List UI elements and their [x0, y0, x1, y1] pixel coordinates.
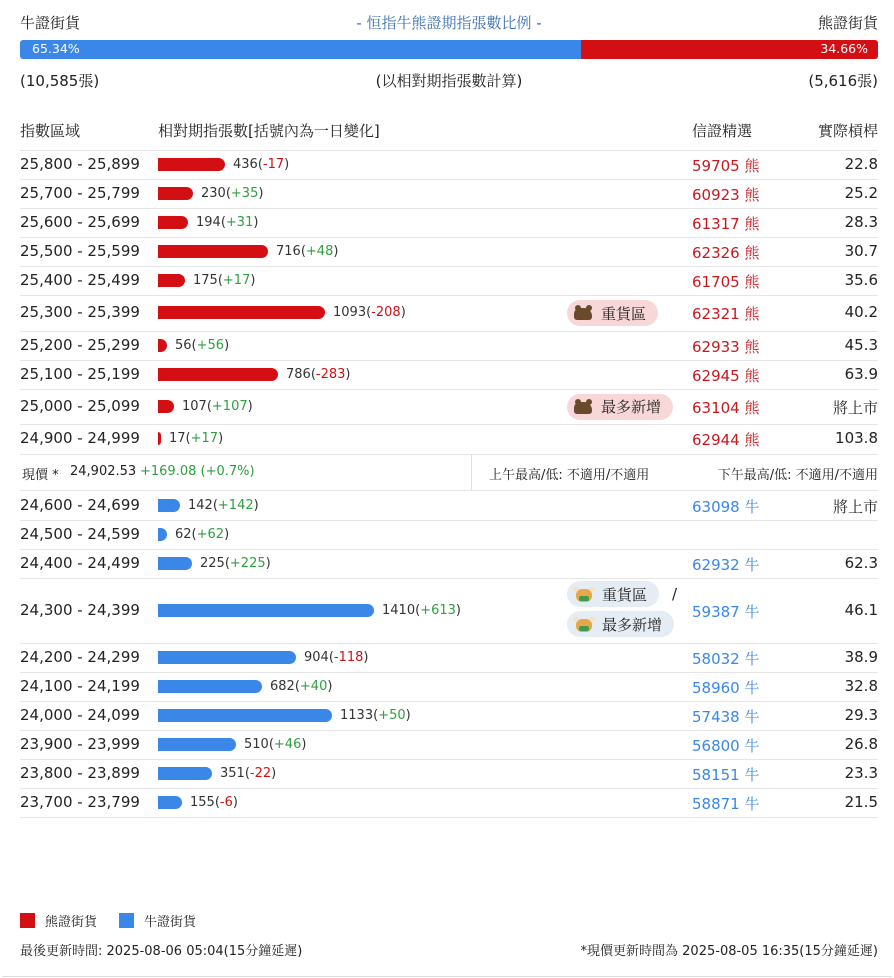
legend [20, 911, 218, 930]
contract-count: 194(+31) [196, 214, 259, 230]
daily-change: -17 [262, 156, 285, 172]
warrant-code-link[interactable]: 58871 牛 [692, 794, 760, 813]
contract-count: 62(+62) [175, 526, 230, 542]
contract-count: 56(+56) [175, 337, 230, 353]
table-row [20, 730, 878, 760]
index-range: 24,300 - 24,399 [20, 600, 140, 619]
table-row [20, 208, 878, 238]
bull-contract-bar [158, 557, 192, 570]
bull-contract-bar [158, 651, 296, 664]
bull-ratio-pct: 65.34% [32, 41, 80, 56]
count-value: 682 [270, 678, 295, 694]
daily-change: -6 [219, 794, 233, 810]
col-leverage: 實際槓桿 [817, 122, 878, 140]
table-row [20, 549, 878, 579]
title-bar [20, 12, 878, 34]
table-row [20, 360, 878, 390]
contract-count: 1410(+613) [382, 602, 461, 618]
warrant-code-link[interactable]: 61705 熊 [692, 272, 760, 291]
daily-change: +142 [217, 497, 254, 513]
bull-count: (10,585張) [20, 72, 100, 90]
count-value: 142 [188, 497, 213, 513]
index-range: 24,500 - 24,599 [20, 524, 140, 543]
daily-change: +56 [196, 337, 225, 353]
effective-leverage: 38.9 [844, 647, 878, 666]
index-range: 25,000 - 25,099 [20, 396, 140, 415]
warrant-code-link[interactable]: 62932 牛 [692, 555, 760, 574]
bear-contract-bar [158, 432, 161, 445]
daily-change: -208 [371, 305, 401, 320]
col-contracts: 相對期指張數[括號內為一日變化] [158, 122, 380, 140]
table-row [20, 643, 878, 673]
warrant-code-link[interactable]: 58960 牛 [692, 678, 760, 697]
table-row [20, 759, 878, 789]
effective-leverage: 45.3 [844, 335, 878, 354]
warrant-code-link[interactable]: 62326 熊 [692, 243, 760, 262]
pm-high-low: 下午最高/低: 不適用/不適用 [717, 468, 878, 483]
daily-change: +17 [190, 431, 219, 446]
contract-count: 230(+35) [201, 185, 264, 201]
bull-contract-bar [158, 709, 332, 722]
current-price: 24,902.53 [70, 464, 137, 479]
index-range: 23,900 - 23,999 [20, 734, 140, 753]
count-value: 56 [175, 337, 192, 353]
contract-count: 1093(-208) [333, 305, 406, 320]
table-row [20, 389, 878, 425]
bull-legend-label: 牛證街貨 [144, 915, 197, 930]
warrant-code-link[interactable]: 61317 熊 [692, 214, 760, 233]
count-value: 1093 [333, 305, 367, 320]
bear-contract-bar [158, 339, 167, 352]
count-value: 1410 [382, 602, 416, 618]
heavy-zone-tag [567, 300, 658, 326]
contract-count: 142(+142) [188, 497, 259, 513]
daily-change: +613 [420, 602, 456, 618]
contract-count: 155(-6) [190, 794, 238, 810]
bull-contract-bar [158, 767, 212, 780]
price-updated: *現價更新時間為 2025-08-05 16:35(15分鐘延遲) [580, 944, 878, 959]
effective-leverage: 將上市 [832, 398, 878, 417]
contract-count: 1133(+50) [340, 707, 411, 723]
effective-leverage: 40.2 [844, 303, 878, 321]
heavy-zone-tag [567, 581, 659, 607]
warrant-code-link[interactable]: 59705 熊 [692, 156, 760, 175]
effective-leverage: 將上市 [832, 497, 878, 516]
daily-change: -283 [315, 366, 346, 382]
effective-leverage: 21.5 [844, 792, 878, 811]
count-value: 786 [286, 366, 311, 382]
warrant-code-link[interactable]: 56800 牛 [692, 736, 760, 755]
index-range: 24,600 - 24,699 [20, 495, 140, 514]
heavy-zone-label: 重貨區 [602, 585, 648, 604]
bear-count: (5,616張) [808, 72, 878, 90]
bull-contract-bar [158, 796, 182, 809]
table-row [20, 424, 878, 455]
effective-leverage: 62.3 [844, 553, 878, 572]
count-value: 17 [169, 431, 186, 446]
index-range: 25,800 - 25,899 [20, 154, 140, 173]
effective-leverage: 46.1 [844, 600, 878, 619]
heavy-zone-label: 重貨區 [601, 304, 647, 323]
count-value: 716 [276, 243, 301, 259]
warrant-code-link[interactable]: 60923 熊 [692, 185, 760, 204]
effective-leverage: 22.8 [844, 154, 878, 173]
bull-ratio-segment [20, 40, 581, 59]
table-header [20, 120, 878, 151]
index-range: 25,400 - 25,499 [20, 270, 140, 289]
table-row [20, 491, 878, 521]
effective-leverage: 103.8 [835, 429, 878, 447]
index-range: 24,200 - 24,299 [20, 647, 140, 666]
count-value: 351 [220, 765, 245, 781]
footer [20, 940, 878, 959]
warrant-code-link[interactable]: 59387 牛 [692, 602, 760, 621]
daily-change: +17 [222, 272, 251, 288]
bull-contract-bar [158, 680, 262, 693]
bull-contract-bar [158, 528, 167, 541]
warrant-code-link[interactable]: 62321 熊 [692, 305, 760, 323]
contract-count: 17(+17) [169, 431, 224, 446]
contract-count: 716(+48) [276, 243, 339, 259]
bear-icon [573, 399, 593, 415]
table-row [20, 179, 878, 209]
index-range: 25,500 - 25,599 [20, 241, 140, 260]
bear-ratio-pct: 34.66% [820, 41, 868, 56]
contract-counts [20, 70, 878, 92]
index-range: 24,900 - 24,999 [20, 429, 140, 447]
most-new-label: 最多新增 [602, 615, 663, 634]
count-note: (以相對期指張數計算) [375, 72, 523, 90]
warrant-code-link[interactable]: 62945 熊 [692, 366, 760, 385]
daily-change: +31 [225, 214, 254, 230]
count-value: 194 [196, 214, 221, 230]
bear-contract-bar [158, 216, 188, 229]
effective-leverage: 35.6 [844, 270, 878, 289]
effective-leverage: 26.8 [844, 734, 878, 753]
bull-contract-bar [158, 604, 374, 617]
current-divider [471, 454, 472, 490]
bear-legend-swatch [20, 913, 35, 928]
most-new-tag [567, 611, 674, 637]
count-value: 107 [182, 398, 207, 414]
index-range: 24,000 - 24,099 [20, 705, 140, 724]
bear-legend-label: 熊證街貨 [45, 915, 98, 930]
contract-count: 175(+17) [193, 272, 256, 288]
table-row [20, 672, 878, 702]
index-range: 25,300 - 25,399 [20, 303, 140, 321]
effective-leverage: 23.3 [844, 763, 878, 782]
daily-change: +107 [211, 398, 248, 414]
index-range: 24,400 - 24,499 [20, 553, 140, 572]
tag-separator: / [672, 585, 678, 603]
bear-contract-bar [158, 400, 174, 413]
bear-contract-bar [158, 158, 225, 171]
warrant-code-link[interactable]: 63098 牛 [692, 497, 760, 516]
col-pick: 信證精選 [692, 122, 753, 140]
effective-leverage: 32.8 [844, 676, 878, 695]
effective-leverage: 30.7 [844, 241, 878, 260]
most-new-tag [567, 394, 673, 420]
last-updated: 最後更新時間: 2025-08-06 05:04(15分鐘延遲) [20, 944, 303, 959]
count-value: 1133 [340, 707, 374, 723]
contract-count: 225(+225) [200, 555, 271, 571]
count-value: 225 [200, 555, 225, 571]
most-new-label: 最多新增 [601, 398, 662, 416]
current-price-label: 現價 * [22, 468, 59, 483]
count-value: 510 [244, 736, 269, 752]
daily-change: +225 [229, 555, 266, 571]
current-price-change: +169.08 (+0.7%) [140, 464, 255, 479]
contract-count: 510(+46) [244, 736, 307, 752]
daily-change: +48 [305, 243, 334, 259]
table-row [20, 520, 878, 550]
index-range: 23,700 - 23,799 [20, 792, 140, 811]
bull-outstanding-label: 牛證街貨 [20, 14, 81, 32]
count-value: 436 [233, 156, 258, 172]
col-range: 指數區域 [20, 122, 81, 140]
warrant-code-link[interactable]: 63104 熊 [692, 398, 760, 417]
index-range: 24,100 - 24,199 [20, 676, 140, 695]
count-value: 155 [190, 794, 215, 810]
effective-leverage: 25.2 [844, 183, 878, 202]
index-range: 25,600 - 25,699 [20, 212, 140, 231]
count-value: 904 [304, 649, 329, 665]
bull-contract-bar [158, 738, 236, 751]
table-row [20, 237, 878, 267]
daily-change: +40 [299, 678, 328, 694]
daily-change: +50 [378, 707, 406, 723]
warrant-code-link[interactable]: 62944 熊 [692, 431, 760, 449]
contract-count: 682(+40) [270, 678, 333, 694]
am-high-low: 上午最高/低: 不適用/不適用 [489, 468, 650, 483]
bear-contract-bar [158, 306, 325, 319]
contract-count: 436(-17) [233, 156, 290, 172]
bull-contract-bar [158, 499, 180, 512]
contract-count: 107(+107) [182, 398, 253, 414]
daily-change: +62 [196, 526, 225, 542]
table-row [20, 578, 878, 644]
count-value: 175 [193, 272, 218, 288]
warrant-code-link[interactable]: 57438 牛 [692, 707, 760, 726]
bull-legend-swatch [119, 913, 134, 928]
table-row [20, 295, 878, 332]
effective-leverage: 28.3 [844, 212, 878, 231]
effective-leverage: 29.3 [844, 705, 878, 724]
bull-icon [573, 615, 595, 633]
bear-contract-bar [158, 187, 193, 200]
count-value: 62 [175, 526, 192, 542]
bull-bear-ratio-bar [20, 40, 878, 59]
table-row [20, 331, 878, 361]
current-price-row [20, 454, 878, 491]
effective-leverage: 63.9 [844, 364, 878, 383]
index-range: 25,200 - 25,299 [20, 335, 140, 354]
index-range: 25,100 - 25,199 [20, 364, 140, 383]
table-row [20, 150, 878, 180]
bear-outstanding-label: 熊證街貨 [817, 14, 878, 32]
contract-count: 351(-22) [220, 765, 277, 781]
daily-change: -22 [249, 765, 272, 781]
table-row [20, 788, 878, 818]
warrant-code-link[interactable]: 58151 牛 [692, 765, 760, 784]
bear-icon [573, 305, 593, 321]
bear-contract-bar [158, 368, 278, 381]
daily-change: +35 [230, 185, 259, 201]
bear-ratio-segment [581, 40, 878, 59]
page-title: - 恒指牛熊證期指張數比例 - [356, 14, 542, 32]
table-row [20, 701, 878, 731]
warrant-code-link[interactable]: 58032 牛 [692, 649, 760, 668]
contract-count: 786(-283) [286, 366, 351, 382]
count-value: 230 [201, 185, 226, 201]
daily-change: +46 [273, 736, 302, 752]
bull-icon [573, 585, 595, 603]
index-range: 25,700 - 25,799 [20, 183, 140, 202]
bear-contract-bar [158, 274, 185, 287]
bear-contract-bar [158, 245, 268, 258]
daily-change: -118 [333, 649, 364, 665]
table-row [20, 266, 878, 296]
contract-count: 904(-118) [304, 649, 369, 665]
warrant-code-link[interactable]: 62933 熊 [692, 337, 760, 356]
index-range: 23,800 - 23,899 [20, 763, 140, 782]
